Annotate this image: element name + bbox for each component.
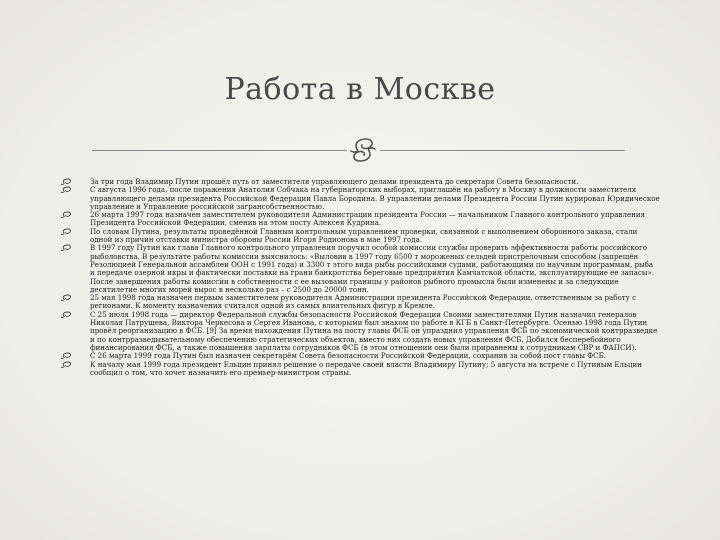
list-item-text: 26 марта 1997 года назначен заместителем руководителя Администрации президента России — начальником Главного контрольного управления Президента Российской Федерации, сменив на этом посту Алексея Кудрина. [90, 210, 646, 228]
list-item-text: 25 мая 1998 года назначен первым заместителем руководителя Администрации президента Российской Федерации, ответственным за работу с регионами. К моменту назначения считался одной из самых влиятельных фигур в Кремле. [90, 293, 637, 311]
list-item-text: С августа 1996 года, после поражения Анатолия Собчака на губернаторских выборах, приглашён на работу в Москву в должности заместителя управляющего делами президента Российской Федерации Павла Бородина. В управлении делами Президента России Путин курировал Юридическое управление и Управление российской загрансобственностью. [90, 185, 660, 211]
list-item-text: В 1997 году Путин как глава Главного контрольного управления поручил особой комиссии службы проверить эффективности работы российского рыболовства. В результате работы комиссии выяснилось: «Выловив в 1997 году 6500 т мороженых сельдей пристрелочным способом (запрещён Резолюцией Генеральной ассамблеи ООН с 1991 года) и 3300 т этого вида рыбы российскими судами, работающими по научным программам, рыба и передаче озерной икры и фактически поставки на грани банкротства береговые предприятия Камчатской области, эксплуатирующие ее запасы». После завершения работы комиссии в собственности с ее вызовами границы у районов рыбного промысла были изменены и за следующие десятилетие многих морей вырос в несколько раз – с 2500 до 20000 тонн. [90, 243, 655, 294]
list-item [60, 228, 660, 245]
list-item [60, 311, 660, 352]
curly-bullet-icon [60, 186, 72, 194]
divider-line-right [380, 150, 625, 151]
bullet-list [60, 178, 660, 377]
list-item-text: По словам Путина, результаты проведённой Главным контрольным управлением проверки, связанной с выполнением оборонного заказа, стали одной из причин отставки министра обороны России Игоря Родионова в мае 1997 года. [90, 226, 638, 245]
curly-bullet-icon [60, 178, 72, 186]
curly-bullet-icon [60, 311, 72, 319]
slide-title: Работа в Москве [224, 72, 496, 107]
list-item-text: К началу мая 1999 года президент Ельцин принял решение о передаче своей власти Владимиру Путину; 5 августа на встрече с Путиным Ельцин сообщил о том, что хочет назначить его премьер-министром страны. [90, 359, 642, 377]
curly-bullet-icon [60, 211, 72, 219]
list-item-text: С 26 марта 1999 года Путин был назначен секретарём Совета безопасности Российской Федерации, сохранив за собой пост главы ФСБ. [90, 351, 607, 361]
list-item [60, 186, 660, 211]
divider-line-left [92, 150, 347, 151]
curly-bullet-icon [60, 361, 72, 369]
curly-bullet-icon [60, 352, 72, 360]
list-item [60, 211, 660, 228]
curly-bullet-icon [60, 294, 72, 302]
list-item [60, 244, 660, 294]
list-item [60, 294, 660, 311]
ornament-icon [348, 136, 378, 164]
list-item-text: За три года Владимир Путин прошёл путь от заместителя управляющего делами президента до секретаря Совета безопасности. [90, 177, 579, 186]
curly-bullet-icon [60, 244, 72, 252]
curly-bullet-icon [60, 228, 72, 236]
list-item-text: С 25 июля 1998 года — директор Федеральной службы безопасности Российской Федерации Своими заместителями Путин назначил генералов Николая Патрушева, Виктора Черкесова и Сергея Иванова, с которыми был знаком по работе в КГБ в Санкт-Петербурге. Осенью 1998 года Путин провёл реорганизацию в ФСБ. [9] За время нахождения Путина на посту главы ФСБ он упразднил управления ФСБ по экономической контрразведке и по контрразведывательному обеспечению стратегических объектов, вместо них создать новых управления ФСБ. Добился бесперебойного финансирования ФСБ, а также повышения зарплаты сотрудников ФСБ (в этом отношении они были приравнены к сотрудникам СВР и ФАПСИ). [90, 309, 658, 352]
list-item [60, 361, 660, 378]
